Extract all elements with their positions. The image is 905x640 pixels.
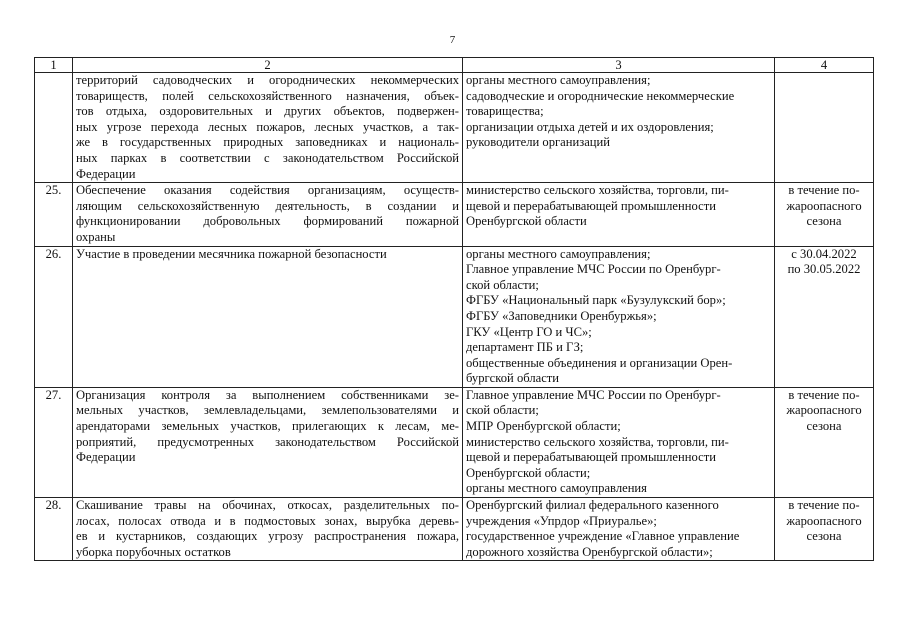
period-cell-line: по 30.05.2022 (787, 262, 861, 277)
responsible-cell-line: Оренбургской области (466, 214, 587, 229)
column-header-4: 4 (775, 58, 874, 73)
row-number: 25. (35, 183, 73, 246)
responsible-cell-line: Оренбургский филиал федерального казенного (466, 498, 719, 513)
responsible-cell-line: ФГБУ «Национальный парк «Бузулукский бор»; (466, 293, 726, 308)
period-cell-line: сезона (806, 529, 842, 544)
task-cell-line: Скашивание травы на обочинах, откосах, разделительных по- (76, 498, 459, 513)
responsible-cell (463, 246, 775, 387)
period-cell-line: в течение по- (788, 183, 860, 198)
responsible-cell (463, 73, 775, 183)
responsible-cell (463, 387, 775, 497)
responsible-cell-line: Оренбургской области; (466, 465, 591, 480)
responsible-cell-line: ской области; (466, 403, 539, 418)
period-cell (775, 498, 874, 561)
task-cell-line: охраны (76, 229, 116, 244)
responsible-cell-line: ГКУ «Центр ГО и ЧС»; (466, 324, 592, 339)
period-cell-line: сезона (806, 214, 842, 229)
task-cell-line: уборка порубочных остатков (76, 544, 231, 559)
task-cell-line: Обеспечение оказания содействия организациям, осуществ- (76, 183, 459, 198)
task-cell-line: же в государственных природных заповедниках и националь- (76, 135, 459, 150)
responsible-cell-line: государственное учреждение «Главное управление (466, 529, 740, 544)
task-cell-line: функционировании добровольных формирований пожарной (76, 214, 459, 229)
page-number: 7 (449, 34, 456, 46)
measures-table (34, 57, 874, 561)
task-cell-line: Организация контроля за выполнением собственниками зе- (76, 387, 459, 402)
task-cell-line: товариществ, полей сельскохозяйственного назначения, объек- (76, 88, 459, 103)
responsible-cell-line: садоводческие и огороднические некоммерческие (466, 88, 735, 103)
period-cell-line: сезона (806, 419, 842, 434)
column-header-3: 3 (463, 58, 775, 73)
period-cell-line: в течение по- (788, 387, 860, 402)
responsible-cell-line: учреждения «Упрдор «Приуралье»; (466, 513, 657, 528)
column-header-1: 1 (35, 58, 73, 73)
row-number: 27. (35, 387, 73, 497)
responsible-cell-line: организации отдыха детей и их оздоровления; (466, 119, 714, 134)
task-cell-line: лосах, полосах отвода и в подмостовых зонах, вырубка деревь- (76, 513, 459, 528)
task-cell (73, 183, 463, 246)
responsible-cell-line: органы местного самоуправления; (466, 246, 651, 261)
period-cell (775, 387, 874, 497)
table-row (35, 73, 874, 183)
task-cell-line: ляющим сельскохозяйственную деятельность, в создании и (76, 198, 459, 213)
task-cell-line: Участие в проведении месячника пожарной безопасности (76, 246, 387, 261)
table-row (35, 246, 874, 387)
task-cell-line: ных угрозе перехода лесных пожаров, лесных участков, а так- (76, 119, 459, 134)
task-cell-line: арендаторами земельных участков, прилегающих к лесам, ме- (76, 419, 459, 434)
period-cell-line: в течение по- (788, 498, 860, 513)
period-cell (775, 73, 874, 183)
task-cell-line: мельных участков, землевладельцами, землепользователями и (76, 403, 459, 418)
responsible-cell-line: Главное управление МЧС России по Оренбург- (466, 262, 721, 277)
task-cell (73, 246, 463, 387)
responsible-cell-line: органы местного самоуправления; (466, 73, 651, 87)
task-cell-line: Федерации (76, 450, 136, 465)
responsible-cell-line: министерство сельского хозяйства, торговли, пи- (466, 183, 729, 198)
responsible-cell-line: руководители организаций (466, 135, 611, 150)
task-cell (73, 73, 463, 183)
period-cell-line: жароопасного (786, 513, 862, 528)
task-cell-line: Федерации (76, 166, 136, 181)
task-cell-line: тов отдыха, оздоровительных и других объектов, подвержен- (76, 104, 459, 119)
responsible-cell-line: Главное управление МЧС России по Оренбург- (466, 387, 721, 402)
period-cell (775, 183, 874, 246)
period-cell-line: жароопасного (786, 403, 862, 418)
task-cell-line: ев и кустарников, создающих угрозу распространения пожара, (76, 529, 459, 544)
task-cell (73, 498, 463, 561)
period-cell-line: с 30.04.2022 (791, 246, 857, 261)
table-header-row (35, 58, 874, 73)
table-row (35, 183, 874, 246)
table-row (35, 387, 874, 497)
responsible-cell-line: ской области; (466, 277, 539, 292)
responsible-cell-line: МПР Оренбургской области; (466, 419, 621, 434)
task-cell (73, 387, 463, 497)
row-number (35, 73, 73, 183)
responsible-cell-line: товарищества; (466, 104, 544, 119)
responsible-cell-line: щевой и перерабатывающей промышленности (466, 450, 716, 465)
responsible-cell-line: министерство сельского хозяйства, торговли, пи- (466, 434, 729, 449)
responsible-cell-line: дорожного хозяйства Оренбургской области»; (466, 544, 713, 559)
period-cell (775, 246, 874, 387)
responsible-cell-line: бургской области (466, 371, 560, 386)
column-header-2: 2 (73, 58, 463, 73)
responsible-cell-line: щевой и перерабатывающей промышленности (466, 198, 716, 213)
task-cell-line: территорий садоводческих и огороднических некоммерческих (76, 73, 459, 87)
task-cell-line: ных парках в соответствии с законодательством Российской (76, 150, 459, 165)
responsible-cell (463, 183, 775, 246)
responsible-cell-line: общественные объединения и организации Орен- (466, 355, 733, 370)
row-number: 28. (35, 498, 73, 561)
row-number: 26. (35, 246, 73, 387)
task-cell-line: роприятий, предусмотренных законодательством Российской (76, 434, 459, 449)
table-row (35, 498, 874, 561)
responsible-cell (463, 498, 775, 561)
responsible-cell-line: департамент ПБ и ГЗ; (466, 340, 584, 355)
period-cell-line: жароопасного (786, 198, 862, 213)
responsible-cell-line: ФГБУ «Заповедники Оренбуржья»; (466, 308, 657, 323)
responsible-cell-line: органы местного самоуправления (466, 481, 647, 496)
